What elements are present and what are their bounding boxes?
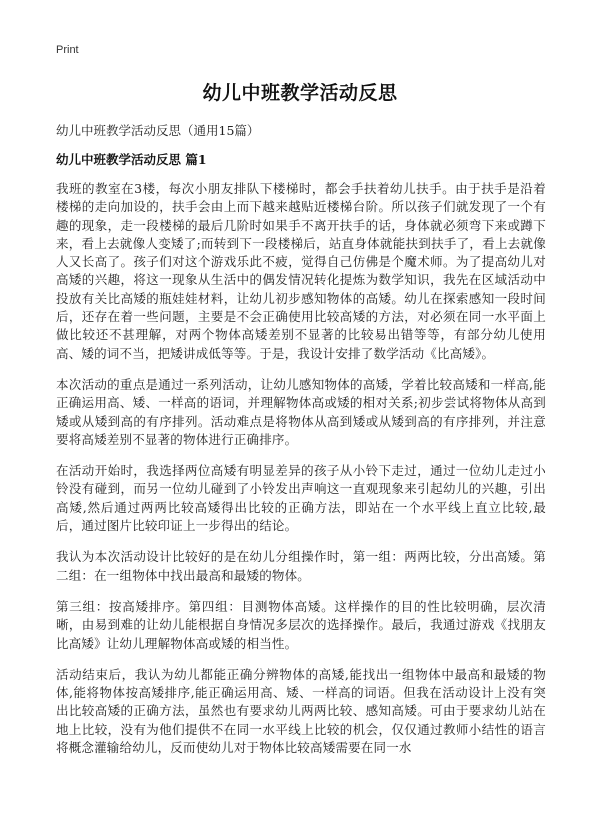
- document-title: 幼儿中班教学活动反思: [202, 82, 398, 104]
- print-label[interactable]: Print: [56, 44, 79, 56]
- paragraph: 我认为本次活动设计比较好的是在幼儿分组操作时，第一组：两两比较，分出高矮。第二组：在一组物体中找出最高和最矮的物体。: [56, 549, 546, 583]
- document-body: [56, 180, 546, 770]
- paragraph: 第三组：按高矮排序。第四组：目测物体高矮。这样操作的目的性比较明确，层次清晰，由易到难的让幼儿能根据自身情况多层次的选择操作。最后，我通过游戏《找朋友比高矮》让幼儿理解物体高或矮的相当性。: [56, 598, 546, 651]
- paragraph: 本次活动的重点是通过一系列活动，让幼儿感知物体的高矮，学着比较高矮和一样高,能正确运用高、矮、一样高的语词，并理解物体高或矮的相对关系;初步尝试将物体从高到矮或从矮到高的有序排列。活动难点是将物体从高到矮或从矮到高的有序排列，并注意要将高矮差别不显著的物体进行正确排序。: [56, 376, 546, 447]
- paragraph: 在活动开始时，我选择两位高矮有明显差异的孩子从小铃下走过，通过一位幼儿走过小铃没有碰到，而另一位幼儿碰到了小铃发出声响这一直观现象来引起幼儿的兴趣，引出高矮,然后通过两两比较高矮得出比较的正确方法，即站在一个水平线上直立比较,最后，通过图片比较印证上一步得出的结论。: [56, 463, 546, 534]
- paragraph: 活动结束后，我认为幼儿都能正确分辨物体的高矮,能找出一组物体中最高和最矮的物体,能将物体按高矮排序,能正确运用高、矮、一样高的词语。但我在活动设计上没有突出比较高矮的正确方法，虽然也有要求幼儿两两比较、感知高矮。可由于要求幼儿站在地上比较，没有为他们提供不在同一水平线上比较的机会，仅仅通过教师小结性的语言将概念灌输给幼儿，反而使幼儿对于物体比较高矮需要在同一水: [56, 666, 546, 756]
- paragraph: 我班的教室在3楼，每次小朋友排队下楼梯时，都会手扶着幼儿扶手。由于扶手是沿着楼梯的走向加设的，扶手会由上而下越来越贴近楼梯台阶。所以孩子们就发现了一个有趣的现象，走一段楼梯的最后几阶时如果手不离开扶手的话，身体就必须弯下来或蹲下来，看上去就像人变矮了;而转到下一段楼梯后，站直身体就能扶到扶手了，看上去就像人又长高了。孩子们对这个游戏乐此不疲，觉得自己仿佛是个魔术师。为了提高幼儿对高矮的兴趣，将这一现象从生活中的偶发情况转化提炼为数学知识，我先在区域活动中投放有关比高矮的瓶娃娃材料，让幼儿初步感知物体的高矮。幼儿在探索感知一段时间后，还存在着一些问题，主要是不会正确使用比较高矮的方法，对必须在同一水平面上做比较还不甚理解，对两个物体高矮差别不显著的比较易出错等等，有部分幼儿使用高、矮的词不当，把矮讲成低等等。于是，我设计安排了数学活动《比高矮》。: [56, 181, 546, 361]
- document-subtitle: 幼儿中班教学活动反思（通用15篇）: [56, 123, 260, 138]
- section-heading: 幼儿中班教学活动反思 篇1: [56, 152, 207, 167]
